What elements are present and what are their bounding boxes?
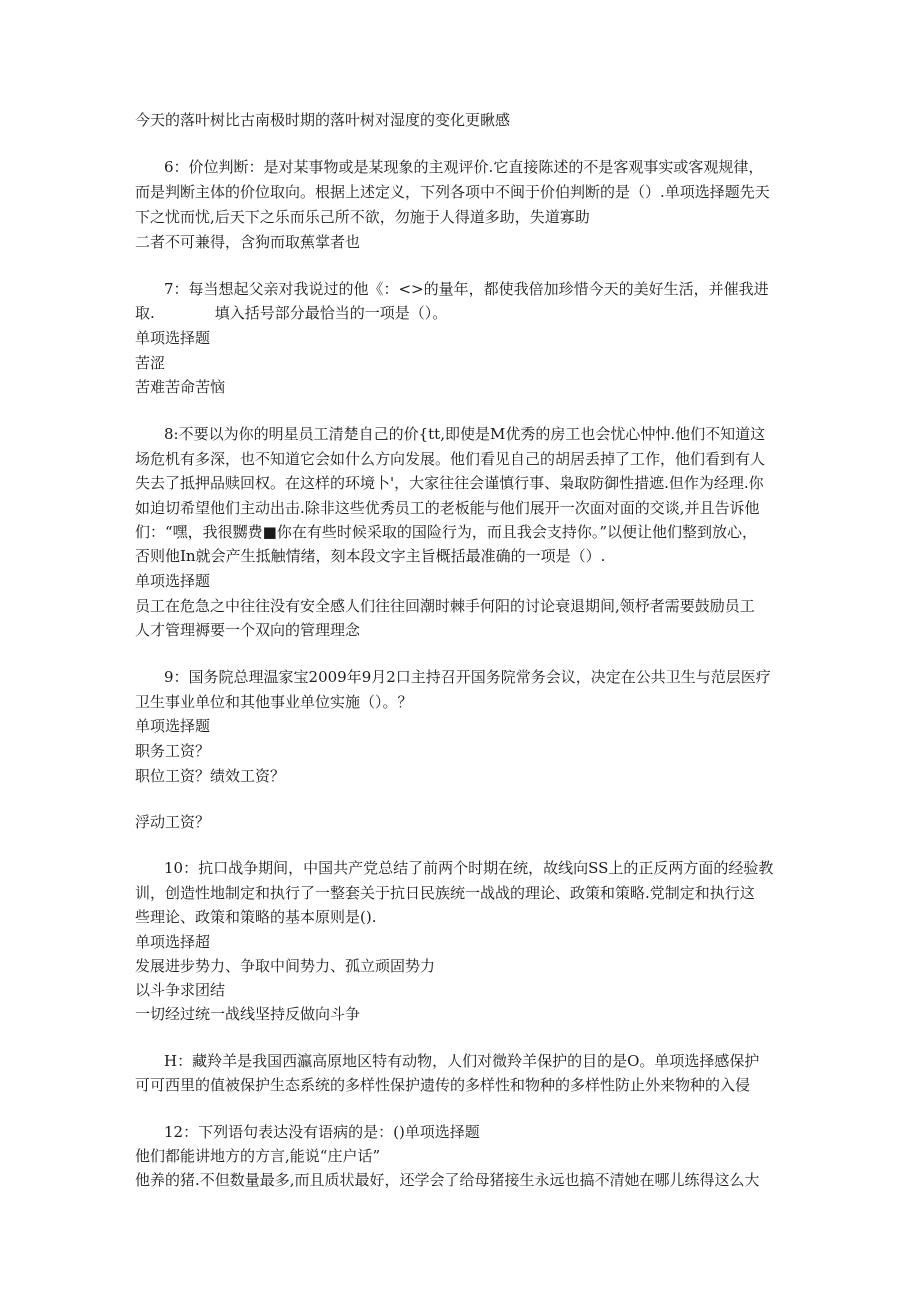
answer-option: 以斗争求团结 bbox=[135, 981, 226, 999]
text-line: 今天的落叶树比古南极时期的落叶树对湿度的变化更瞅感 bbox=[135, 111, 511, 129]
answer-option: 他养的猪.不但数量最多,而且质状最好，还学会了给母猪接生永远也搞不清她在哪儿练得这么大 bbox=[135, 1171, 760, 1189]
text-line: 如迫切希望他们主动出击.除非这些优秀员工的老板能与他们展开一次面对面的交谈,并且告诉他 bbox=[135, 499, 760, 517]
question-9-text: 9：国务院总理温家宝2009年9月2口主持召开国务院常务会议，决定在公共卫生与范层医疗 bbox=[164, 668, 771, 686]
text-line: 训，创造性地制定和执行了一整套关于抗日民族统一战战的理论、政策和策略.党制定和执行这 bbox=[135, 884, 755, 902]
text-line: 取. 填入括号部分最恰当的一项是（）。 bbox=[135, 304, 448, 322]
answer-option: 浮动工资？ bbox=[135, 813, 211, 831]
question-11-text: H：藏羚羊是我国西瀛高原地区特有动物，人们对微羚羊保护的目的是O。单项选择感保护 bbox=[164, 1052, 760, 1070]
text-line: 卫生事业单位和其他事业单位实施（）。？ bbox=[135, 693, 413, 711]
answer-option: 员工在危急之中往往没有安全感人们往往回潮时棘手何阳的讨论衰退期间,领杼者需要鼓励员工 bbox=[135, 597, 755, 615]
text-line: 二者不可兼得，含狗而取蕉掌者也 bbox=[135, 233, 361, 251]
text-line: 场危机有多深，也不知道它会如什么方向发展。他们看见自己的胡居丢掉了工作，他们看到有人 bbox=[135, 450, 766, 468]
question-7-text: 7：每当想起父亲对我说过的他《：<>的量年，都使我倍加珍惜今天的美好生活，并催我进 bbox=[164, 280, 769, 298]
question-type-label: 单项选择超 bbox=[135, 933, 211, 951]
text-line: 而是判断主体的价位取向。根据上述定义，下列各项中不闽于价伯判断的是（）.单项选择题先天 bbox=[135, 183, 770, 201]
answer-option: 苦涩 bbox=[135, 354, 166, 372]
answer-option: 他们都能讲地方的方言,能说“庄户话” bbox=[135, 1147, 381, 1165]
text-line: 下之忧而忧,后天下之乐而乐己所不欲，勿施于人得道多助，失道寡助 bbox=[135, 208, 590, 226]
question-type-label: 单项选择题 bbox=[135, 329, 211, 347]
question-12-text: 12：下列语句表达没有语病的是：()单项选择题 bbox=[164, 1123, 480, 1141]
text-line: 否则他In就会产生抵触情绪，刻本段文字主旨概括最准确的一项是（）. bbox=[135, 547, 606, 565]
answer-option: 发展进步势力、争取中间势力、孤立顽固势力 bbox=[135, 957, 436, 975]
text-line: 失去了抵押品赎回权。在这样的环境卜'，大家往往会谨慎行事、枭取防御性措遮.但作为经理.你 bbox=[135, 474, 764, 492]
question-type-label: 单项选择题 bbox=[135, 572, 211, 590]
text-line: 可可西里的值被保护生态系统的多样性保护遗传的多样性和物种的多样性防止外来物种的入侵 bbox=[135, 1076, 751, 1094]
text-line: 些理论、政策和策略的基本原则是(). bbox=[135, 908, 377, 926]
question-type-label: 单项选择题 bbox=[135, 717, 211, 735]
question-8-text: 8:不要以为你的明星员工清楚自己的价{tt,即使是M优秀的房工也会忧心忡忡.他们不知道这 bbox=[164, 425, 766, 443]
answer-option: 职务工资？ bbox=[135, 742, 211, 760]
question-10-text: 10：抗口战争期间，中国共产党总结了前两个时期在统，故线向SS上的正反两方面的经验教 bbox=[164, 859, 774, 877]
question-6-text: 6：价位判断：是对某事物或是某现象的主观评价.它直接陈述的不是客观事实或客观规律， bbox=[164, 158, 764, 176]
answer-option: 一切经过统一战线坚持反做向斗争 bbox=[135, 1005, 361, 1023]
answer-option: 苦难苦命苦恼 bbox=[135, 378, 226, 396]
answer-option: 职位工资？绩效工资？ bbox=[135, 767, 286, 785]
text-line: 们：“嘿，我很嬲费■你在有些时候采取的国险行为，而且我会支持你。”以便让他们整到放心， bbox=[135, 523, 758, 541]
answer-option: 人才管理褥要一个双向的管理理念 bbox=[135, 621, 361, 639]
